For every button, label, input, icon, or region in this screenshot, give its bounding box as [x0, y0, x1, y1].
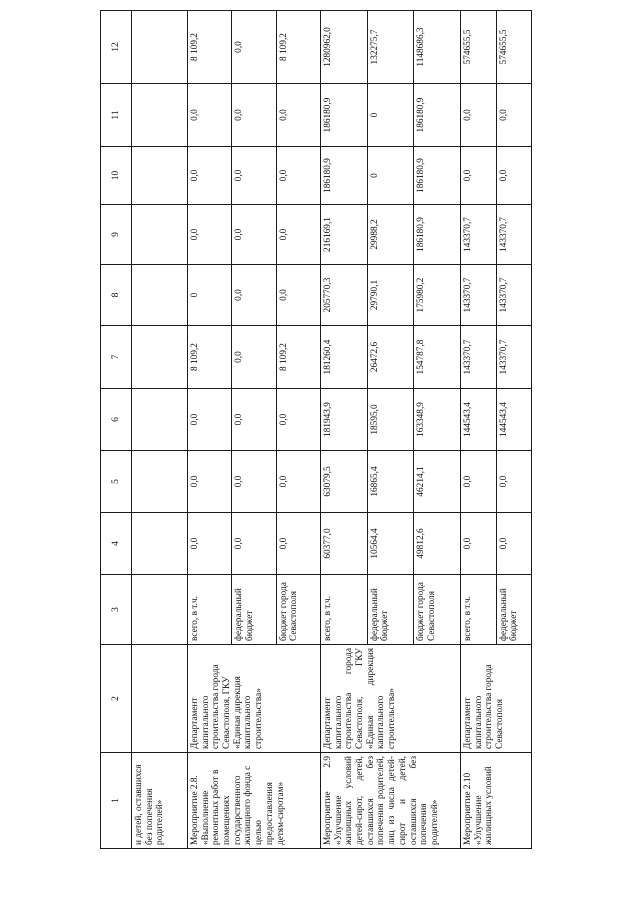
table-row: [461, 11, 532, 849]
header-cell: 8: [101, 265, 132, 326]
source-label: бюджет города Севастополя: [276, 575, 320, 644]
value-cell: 8 109,2: [276, 326, 320, 388]
value-cell: 0,0: [276, 451, 320, 512]
continuation-row: [132, 11, 188, 849]
header-cell: 7: [101, 326, 132, 389]
value-cell: 0,0: [463, 475, 473, 488]
value-cell: 0,0: [231, 513, 275, 574]
header-cell: 1: [101, 753, 132, 849]
value-cell: 0,0: [190, 109, 200, 121]
source-label: всего, в т.ч.: [190, 596, 200, 641]
header-cell: 4: [101, 513, 132, 575]
continuation-text: и детей, оставшихся без попечения родителей»: [132, 753, 188, 849]
value-cell: 1148686,3: [413, 11, 460, 83]
value-cell: 0,0: [276, 84, 320, 146]
budget-table: [100, 10, 532, 849]
value-cell: 0,0: [190, 537, 200, 550]
value-cell: 8 109,2: [190, 343, 200, 371]
value-cell: 26472,6: [367, 326, 414, 388]
header-cell: 6: [101, 389, 132, 451]
header-cell: 3: [101, 575, 132, 645]
value-cell: 154787,8: [413, 326, 460, 388]
value-cell: 143370,7: [463, 217, 473, 252]
value-cell: 0,0: [496, 451, 532, 512]
value-cell: 0,0: [496, 84, 532, 146]
value-cell: 0,0: [231, 84, 275, 146]
source-label: федеральный бюджет: [231, 575, 275, 644]
header-cell: 10: [101, 147, 132, 205]
value-cell: 0,0: [231, 147, 275, 204]
executor-cell: Департамент капитального строительства города Севастополя: [461, 645, 532, 753]
value-cell: 1280962,0: [323, 27, 333, 67]
value-cell: 574655,5: [496, 11, 532, 83]
value-cell: 186180,9: [323, 97, 333, 133]
value-cell: 29988,2: [367, 205, 414, 264]
value-cell: 0,0: [463, 109, 473, 121]
value-cell: 49812,6: [413, 513, 460, 574]
value-cell: 181943,9: [323, 402, 333, 437]
value-cell: 143370,7: [463, 339, 473, 375]
value-cell: 8 109,2: [190, 33, 200, 61]
source-label: федеральный бюджет: [367, 575, 414, 644]
value-cell: 186180,9: [413, 84, 460, 146]
source-label: всего, в т.ч.: [323, 596, 333, 641]
value-cell: 8 109,2: [276, 11, 320, 83]
measure-cell: Мероприятие 2.8. «Выполнение ремонтных работ в помещениях государственного жилищного фонда с целью предоставления детям-сиротам»: [188, 753, 321, 849]
value-cell: 574655,5: [463, 29, 473, 65]
value-cell: 0: [190, 292, 200, 298]
table-row: [188, 11, 321, 849]
value-cell: 0,0: [276, 147, 320, 204]
value-cell: 0,0: [496, 513, 532, 574]
value-cell: 46214,1: [413, 451, 460, 512]
header-cell: 12: [101, 11, 132, 84]
value-cell: 0,0: [276, 265, 320, 325]
executor-cell: Департамент капитального строительства города Севастополя, ГКУ «Единая дирекция капитального строительства»: [321, 645, 461, 753]
value-cell: 0,0: [276, 389, 320, 450]
value-cell: 0,0: [190, 228, 200, 241]
source-label: всего, в т.ч.: [463, 596, 473, 641]
value-cell: 0,0: [231, 205, 275, 264]
value-cell: 143370,7: [496, 205, 532, 264]
value-cell: 205770,3: [323, 277, 333, 313]
value-cell: 175980,2: [413, 265, 460, 325]
measure-cell: Мероприятие 2.9 «Улучшение жилищных условий детей-сирот, детей, оставшихся без попечения родителей, лиц из числа детей-сирот и детей, оставшихся без попечения родителей»: [321, 753, 461, 849]
rotated-table-frame: [100, 11, 531, 849]
value-cell: 0,0: [231, 265, 275, 325]
value-cell: 0,0: [463, 169, 473, 182]
header-cell: 5: [101, 451, 132, 513]
value-cell: 0,0: [496, 147, 532, 204]
value-cell: 0,0: [231, 11, 275, 83]
value-cell: 0,0: [231, 389, 275, 450]
value-cell: 216169,1: [323, 217, 333, 252]
value-cell: 144543,4: [496, 389, 532, 450]
value-cell: 143370,7: [463, 277, 473, 313]
value-cell: 10564,4: [367, 513, 414, 574]
value-cell: 186180,9: [413, 147, 460, 204]
value-cell: 0,0: [190, 169, 200, 182]
value-cell: 0,0: [463, 537, 473, 550]
value-cell: 186180,9: [323, 158, 333, 193]
header-cell: 2: [101, 645, 132, 753]
value-cell: 18595,0: [367, 389, 414, 450]
header-cell: 9: [101, 205, 132, 265]
value-cell: 143370,7: [496, 265, 532, 325]
value-cell: 163348,9: [413, 389, 460, 450]
header-cell: 11: [101, 84, 132, 147]
value-cell: 0,0: [276, 205, 320, 264]
value-cell: 0,0: [190, 413, 200, 426]
value-cell: 63079,5: [323, 466, 333, 497]
value-cell: 0,0: [276, 513, 320, 574]
value-cell: 144543,4: [463, 402, 473, 437]
measure-cell: Мероприятие 2.10 «Улучшение жилищных условий: [461, 753, 532, 849]
value-cell: 16865,4: [367, 451, 414, 512]
table-row: [321, 11, 461, 849]
value-cell: 186180,9: [413, 205, 460, 264]
source-label: бюджет города Севастополя: [413, 575, 460, 644]
value-cell: 29790,1: [367, 265, 414, 325]
value-cell: 0,0: [190, 475, 200, 488]
value-cell: 132275,7: [367, 11, 414, 83]
source-label: федеральный бюджет: [496, 575, 532, 644]
header-row: [101, 11, 132, 849]
executor-cell: Департамент капитального строительства города Севастополя, ГКУ «Единая дирекция капитального строительства»: [188, 645, 321, 753]
value-cell: 60377,0: [323, 528, 333, 559]
value-cell: 181260,4: [323, 339, 333, 375]
value-cell: 0,0: [231, 326, 275, 388]
value-cell: 0,0: [231, 451, 275, 512]
value-cell: 143370,7: [496, 326, 532, 388]
value-cell: 0: [367, 84, 414, 146]
value-cell: 0: [367, 147, 414, 204]
